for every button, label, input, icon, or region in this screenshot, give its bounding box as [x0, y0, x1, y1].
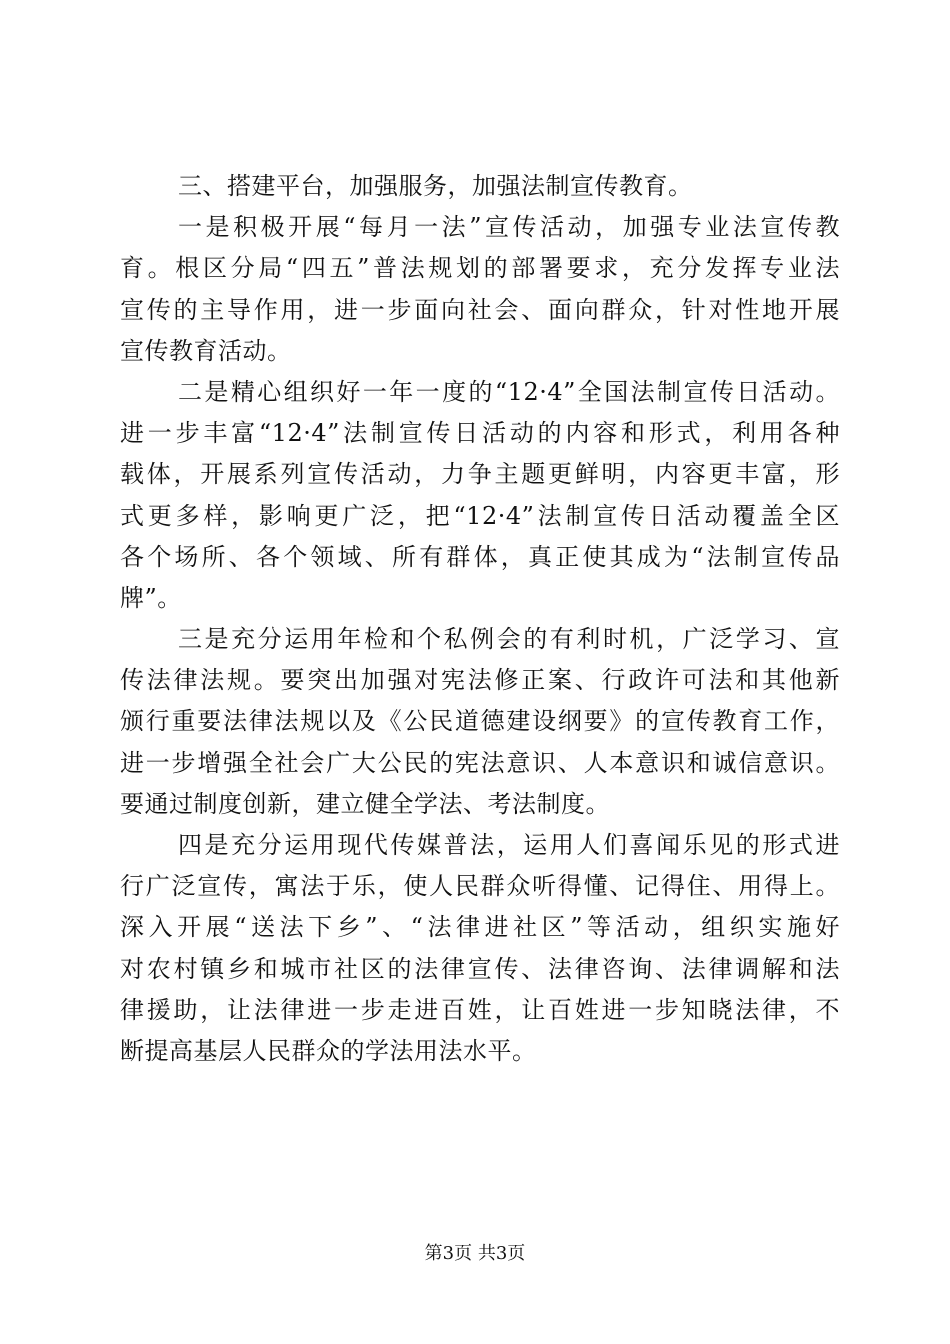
text-line: 育。根区分局“四五”普法规划的部署要求，充分发挥专业法: [120, 254, 840, 283]
text-line: 传法律法规。要突出加强对宪法修正案、行政许可法和其他新: [120, 666, 840, 695]
text-line: 牌”。: [120, 583, 182, 612]
text-line: 要通过制度创新，建立健全学法、考法制度。: [120, 789, 610, 818]
text-line: 三是充分运用年检和个私例会的有利时机，广泛学习、宣: [178, 625, 840, 654]
text-line: 宣传教育活动。: [120, 336, 292, 365]
text-line: 载体，开展系列宣传活动，力争主题更鲜明，内容更丰富，形: [120, 460, 840, 489]
text-line: 一是积极开展“每月一法”宣传活动，加强专业法宣传教: [178, 213, 840, 242]
text-line: 行广泛宣传，寓法于乐，使人民群众听得懂、记得住、用得上。: [120, 872, 840, 901]
page-footer: 第3页 共3页: [424, 1243, 526, 1264]
text-line: 对农村镇乡和城市社区的法律宣传、法律咨询、法律调解和法: [120, 954, 840, 983]
text-line: 宣传的主导作用，进一步面向社会、面向群众，针对性地开展: [120, 295, 840, 324]
text-line: 深入开展“送法下乡”、“法律进社区”等活动，组织实施好: [120, 913, 840, 942]
text-line: 颁行重要法律法规以及《公民道德建设纲要》的宣传教育工作，: [120, 707, 840, 736]
text-line: 三、搭建平台，加强服务，加强法制宣传教育。: [178, 172, 693, 200]
body-text: [120, 166, 840, 1072]
text-line: 各个场所、各个领域、所有群体，真正使其成为“法制宣传品: [120, 542, 840, 571]
text-line: 四是充分运用现代传媒普法，运用人们喜闻乐见的形式进: [178, 831, 840, 859]
text-line: 进一步丰富“12·4”法制宣传日活动的内容和形式，利用各种: [120, 419, 840, 448]
text-line: 式更多样，影响更广泛，把“12·4”法制宣传日活动覆盖全区: [120, 501, 840, 530]
text-line: 进一步增强全社会广大公民的宪法意识、人本意识和诚信意识。: [120, 748, 840, 777]
text-line: 律援助，让法律进一步走进百姓，让百姓进一步知晓法律，不: [120, 995, 840, 1024]
text-line: 二是精心组织好一年一度的“12·4”全国法制宣传日活动。: [178, 377, 840, 406]
text-line: 断提高基层人民群众的学法用法水平。: [120, 1036, 537, 1065]
